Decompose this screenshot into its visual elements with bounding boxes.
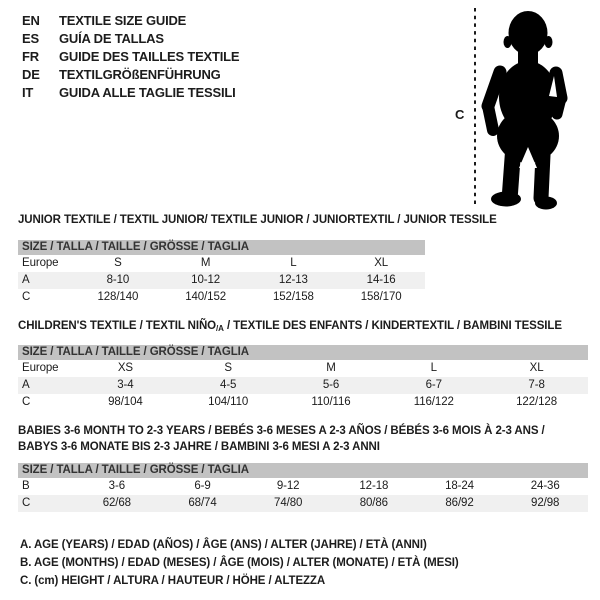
language-title: TEXTILGRÖßENFÜHRUNG (59, 67, 221, 82)
footnote-a: A. AGE (YEARS) / EDAD (AÑOS) / ÂGE (ANS) / ALTER (JAHRE) / ETÀ (ANNI) (20, 539, 427, 551)
title-line: BABYS 3-6 MONATE BIS 2-3 JAHRE / BAMBINI 3-6 MESI A 2-3 ANNI (18, 441, 380, 453)
size-cell: XL (374, 257, 389, 269)
height-cell: 140/152 (185, 291, 227, 303)
language-code: FR (22, 49, 39, 64)
junior-size-table (18, 240, 425, 306)
height-cell: 62/68 (102, 497, 131, 509)
age-cell: 6-7 (425, 379, 442, 391)
language-code: ES (22, 31, 39, 46)
size-cell: L (290, 257, 297, 269)
height-cell: 74/80 (274, 497, 303, 509)
language-code: EN (22, 13, 40, 28)
language-code: IT (22, 85, 34, 100)
age-cell: 3-4 (117, 379, 134, 391)
language-list (22, 12, 239, 102)
row-label: B (22, 480, 30, 492)
toddler-figure (450, 0, 600, 215)
language-row (22, 12, 239, 30)
height-cell: 158/170 (360, 291, 402, 303)
height-label: C (455, 107, 465, 122)
size-cell: XS (117, 362, 133, 374)
section-title-children (18, 320, 562, 333)
row-label: C (22, 497, 31, 509)
age-cell: 7-8 (528, 379, 545, 391)
age-cell: 12-18 (359, 480, 389, 492)
title-subscript: /A (216, 324, 224, 333)
table-row-height (18, 495, 588, 512)
language-row (22, 48, 239, 66)
table-row-height (18, 289, 425, 306)
age-cell: 10-12 (191, 274, 221, 286)
language-title: GUIDE DES TAILLES TEXTILE (59, 49, 240, 64)
table-row-height (18, 394, 588, 411)
row-label: A (22, 274, 30, 286)
row-label: C (22, 396, 31, 408)
row-label: Europe (22, 257, 59, 269)
age-cell: 5-6 (322, 379, 340, 391)
age-cell: 14-16 (366, 274, 396, 286)
row-label: C (22, 291, 31, 303)
title-part: / TEXTILE DES ENFANTS / KINDERTEXTIL / BAMBINI TESSILE (223, 320, 562, 332)
height-cell: 128/140 (97, 291, 139, 303)
height-cell: 86/92 (445, 497, 474, 509)
size-cell: S (114, 257, 122, 269)
size-header-band: SIZE / TALLA / TAILLE / GRÖSSE / TAGLIA (18, 240, 425, 255)
table-row-age (18, 272, 425, 289)
height-cell: 122/128 (516, 396, 558, 408)
age-cell: 18-24 (445, 480, 474, 492)
height-cell: 104/110 (208, 396, 249, 408)
age-cell: 12-13 (278, 274, 308, 286)
section-title-babies (18, 423, 545, 455)
age-cell: 8-10 (106, 274, 130, 286)
title-line: BABIES 3-6 MONTH TO 2-3 YEARS / BEBÉS 3-6 MESES A 2-3 AÑOS / BÉBÉS 3-6 MOIS À 2-3 ANS / (18, 425, 545, 437)
table-row-age-months (18, 478, 588, 495)
size-header-band: SIZE / TALLA / TAILLE / GRÖSSE / TAGLIA (18, 345, 588, 360)
size-cell: L (430, 362, 437, 374)
title-part: CHILDREN'S TEXTILE / TEXTIL NIÑO (18, 320, 217, 332)
row-label: Europe (22, 362, 59, 374)
height-cell: 152/158 (272, 291, 314, 303)
language-title: GUÍA DE TALLAS (59, 31, 164, 46)
height-cell: 116/122 (413, 396, 454, 408)
size-header-band: SIZE / TALLA / TAILLE / GRÖSSE / TAGLIA (18, 463, 588, 478)
babies-size-table (18, 463, 588, 512)
age-cell: 4-5 (220, 379, 237, 391)
height-cell: 80/86 (359, 497, 388, 509)
age-cell: 3-6 (108, 480, 125, 492)
height-cell: 110/116 (311, 396, 351, 408)
language-title: GUIDA ALLE TAGLIE TESSILI (59, 85, 236, 100)
language-row (22, 84, 239, 102)
age-cell: 24-36 (530, 480, 560, 492)
language-row (22, 66, 239, 84)
size-cell: S (224, 362, 232, 374)
language-code: DE (22, 67, 40, 82)
row-label: A (22, 379, 30, 391)
footnote-c: C. (cm) HEIGHT / ALTURA / HAUTEUR / HÖHE / ALTEZZA (20, 575, 326, 587)
height-cell: 98/104 (108, 396, 143, 408)
table-row-age (18, 377, 588, 394)
children-size-table (18, 345, 588, 411)
size-cell: M (200, 257, 211, 269)
age-cell: 6-9 (194, 480, 211, 492)
section-title-junior: JUNIOR TEXTILE / TEXTIL JUNIOR/ TEXTILE JUNIOR / JUNIORTEXTIL / JUNIOR TESSILE (18, 214, 497, 226)
footnote-legend (20, 536, 459, 590)
language-title: TEXTILE SIZE GUIDE (59, 13, 187, 28)
height-cell: 92/98 (531, 497, 560, 509)
size-cell: XL (529, 362, 544, 374)
table-row-europe (18, 360, 588, 377)
footnote-b: B. AGE (MONTHS) / EDAD (MESES) / ÂGE (MOIS) / ALTER (MONATE) / ETÀ (MESI) (20, 557, 459, 569)
language-row (22, 30, 239, 48)
size-cell: M (326, 362, 336, 374)
age-cell: 9-12 (276, 480, 300, 492)
height-cell: 68/74 (188, 497, 217, 509)
table-row-europe (18, 255, 425, 272)
toddler-silhouette-icon (488, 11, 561, 210)
